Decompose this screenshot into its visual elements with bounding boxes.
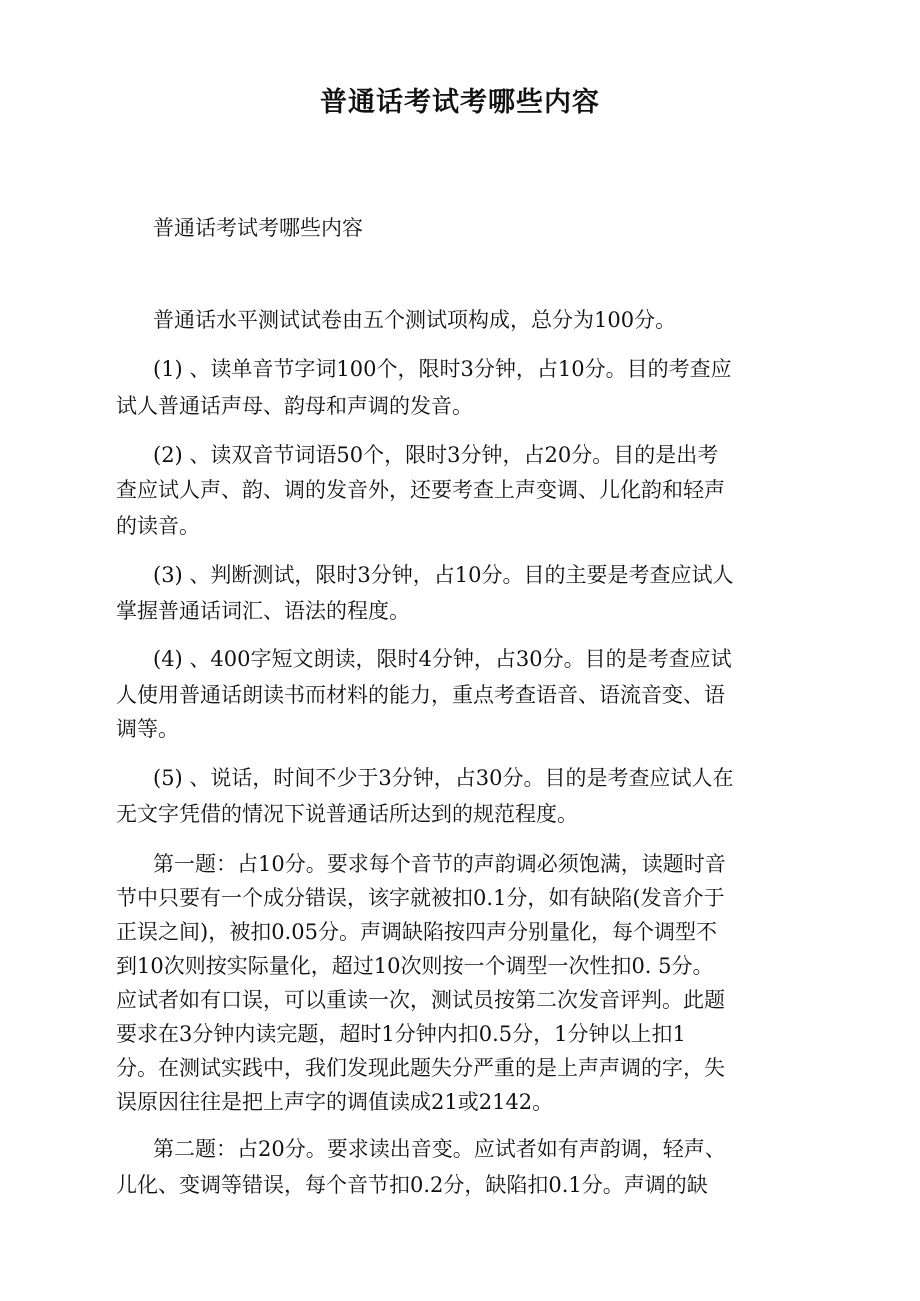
q1-line-6: 要求在3分钟内读完题，超时1分钟内扣0.5分，1分钟以上扣1 bbox=[116, 1022, 686, 1046]
page-title: 普通话考试考哪些内容 bbox=[320, 87, 600, 118]
item-2-line-2: 查应试人声、韵、调的发音外，还要考查上声变调、儿化韵和轻声 bbox=[116, 478, 725, 502]
item-3-line-2: 掌握普通话词汇、语法的程度。 bbox=[116, 599, 410, 623]
q1-line-1: 第一题：占10分。要求每个音节的声韵调必须饱满，读题时音 bbox=[153, 852, 726, 876]
item-2-line-1: (2) 、读双音节词语50个，限时3分钟，占20分。目的是出考 bbox=[153, 443, 719, 467]
item-2-line-3: 的读音。 bbox=[116, 514, 200, 538]
item-4-line-1: (4) 、400字短文朗读，限时4分钟，占30分。目的是考查应试 bbox=[153, 647, 732, 671]
q1-line-2: 节中只要有一个成分错误，该字就被扣0.1分，如有缺陷(发音介于 bbox=[116, 886, 725, 910]
item-5-line-2: 无文字凭借的情况下说普通话所达到的规范程度。 bbox=[116, 802, 578, 826]
q1-line-8: 误原因往往是把上声字的调值读成21或2142。 bbox=[116, 1090, 554, 1114]
q1-line-5: 应试者如有口误，可以重读一次，测试员按第二次发音评判。此题 bbox=[116, 988, 725, 1012]
q1-line-4: 到10次则按实际量化，超过10次则按一个调型一次性扣0. 5分。 bbox=[116, 954, 714, 978]
item-4-line-3: 调等。 bbox=[116, 717, 179, 741]
intro-paragraph: 普通话水平测试试卷由五个测试项构成，总分为100分。 bbox=[153, 308, 677, 332]
item-4-line-2: 人使用普通话朗读书而材料的能力，重点考查语音、语流音变、语 bbox=[116, 683, 725, 707]
q1-line-7: 分。在测试实践中，我们发现此题失分严重的是上声声调的字，失 bbox=[116, 1056, 725, 1080]
subtitle: 普通话考试考哪些内容 bbox=[153, 216, 363, 240]
q2-line-1: 第二题：占20分。要求读出音变。应试者如有声韵调，轻声、 bbox=[153, 1137, 726, 1161]
item-5-line-1: (5) 、说话，时间不少于3分钟，占30分。目的是考查应试人在 bbox=[153, 766, 734, 790]
item-1-line-1: (1) 、读单音节字词100个，限时3分钟，占10分。目的考查应 bbox=[153, 357, 732, 381]
q2-line-2: 儿化、变调等错误，每个音节扣0.2分，缺陷扣0.1分。声调的缺 bbox=[116, 1173, 708, 1197]
q1-line-3: 正误之间)，被扣0.05分。声调缺陷按四声分别量化，每个调型不 bbox=[116, 920, 717, 944]
item-1-line-2: 试人普通话声母、韵母和声调的发音。 bbox=[116, 394, 473, 418]
item-3-line-1: (3) 、判断测试，限时3分钟，占10分。目的主要是考查应试人 bbox=[153, 563, 734, 587]
